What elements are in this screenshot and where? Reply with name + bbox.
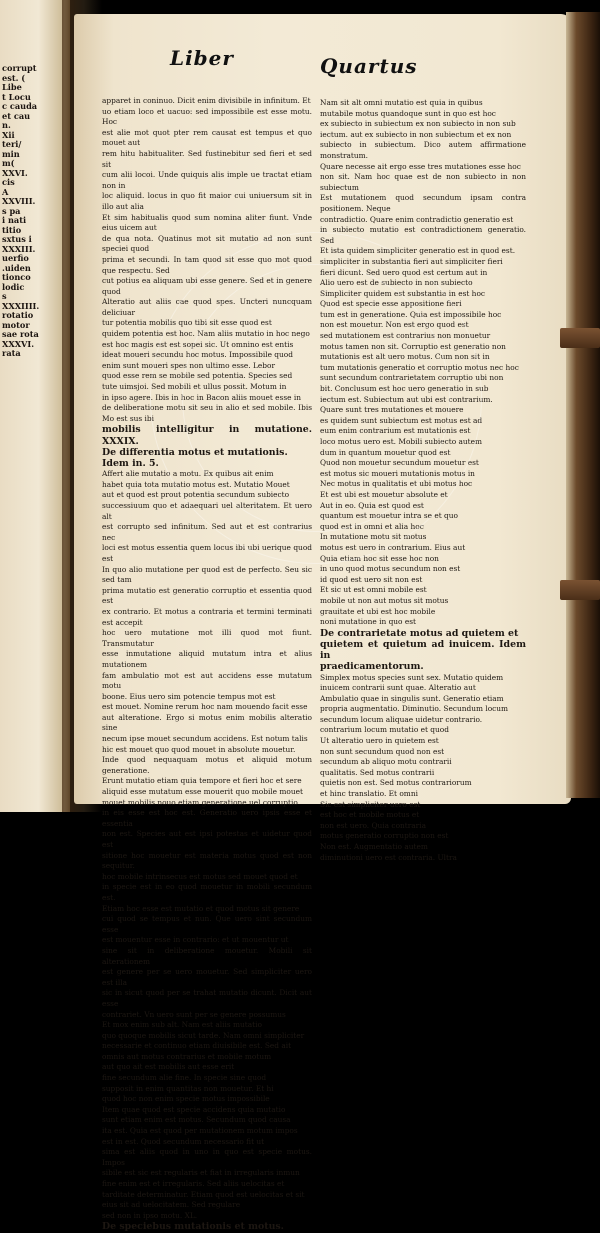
text-line: iectum est. Subiectum aut ubi est contrarium. xyxy=(320,394,493,404)
text-line: Alio uero est de subiecto in non subiecto xyxy=(320,278,473,288)
text-line: in ipso agere. Ibis in hoc in Bacon aliis mouet esse in xyxy=(102,392,301,402)
text-line: tute uimsjoi. Sed mobili et ullus possit. Motum in xyxy=(102,382,287,392)
text-line: es quidem sunt subiectum est motus est ad xyxy=(320,415,483,425)
text-line: est hoc et mobile motus et xyxy=(320,810,420,820)
text-line: aut quo ait est mobilis aut esse erit xyxy=(102,1062,235,1072)
text-line: sunt etiam enim est motus. Secundum quod causa xyxy=(102,1115,291,1125)
text-line: quidem potentia est hoc. Nam aliis mutatio in hoc nego xyxy=(102,329,310,339)
text-line: enim sunt moueri spes non ultimo esse. Lebor xyxy=(102,360,275,370)
text-line: in eis esse est hoc est. Generatio uero ipsis esse et essentia xyxy=(102,808,312,828)
text-line: de qua nota. Quatinus mot sit mutatio ad non sunt speciei quod xyxy=(102,233,312,254)
text-line: motus tamen non sit. Corruptio est generatio non xyxy=(320,341,506,351)
text-line: mutabile motus quandoque sunt in quo est hoc xyxy=(320,108,496,118)
watermark-inner-ring xyxy=(182,264,450,532)
text-line: Nec motus in qualitatis et ubi motus hoc xyxy=(320,479,473,489)
text-line: Inde quod nequaquam motus et aliquid motum generatione. xyxy=(102,755,312,775)
text-line: Quia etiam hoc sit esse hoc non xyxy=(320,553,439,563)
text-line: eius sit ad uelocitatem. Sed regulare xyxy=(102,1200,241,1210)
text-line: boone. Eius uero sim potencie tempus mot est xyxy=(102,691,276,701)
text-line: quod hoc non enim specie motus impossibile xyxy=(102,1094,270,1104)
text-line: contrariet. Vn uero sunt per se genere possumus xyxy=(102,1009,286,1019)
text-line: qualitatis. Sed motus contrarii xyxy=(320,767,435,777)
text-line: Et mox enim sub alt. Nam est aliis mutatio xyxy=(102,1020,262,1030)
text-line: est alie mot quot pter rem causat est tempus et quo mouet aut xyxy=(102,127,312,148)
text-line: hoc uero mutatione mot illi quod mot fiunt. Transmutatur xyxy=(102,628,312,648)
text-line: ex contrario. Et motus a contraria et termini terminati est accepit xyxy=(102,606,312,627)
text-line: sunt secundum contrarietatem corruptio ubi non xyxy=(320,373,504,383)
text-line: hic est mouet quo quod mouet in absolute mouetur. xyxy=(102,744,296,754)
text-line: eum enim contrarium est mutationis est xyxy=(320,426,471,436)
text-line: contradictio. Quare enim contradictio generatio est xyxy=(320,214,514,224)
text-line: Erunt mutatio etiam quia tempore et fieri hoc et sere xyxy=(102,776,302,786)
text-line: simpliciter in substantia fieri aut simpliciter fieri xyxy=(320,256,503,266)
text-line: sibile est sic est regularis et fiat in irregularis inmun xyxy=(102,1168,300,1178)
text-line: loci est motus essentia quem locus ibi ubi uerique quod est xyxy=(102,543,312,563)
text-line: omnis aut motus contrarius et mobile motum xyxy=(102,1051,272,1061)
text-line: Et est ubi est mouetur absolute et xyxy=(320,489,448,499)
text-line: bit. Conclusum est hoc uero generatio in sub xyxy=(320,384,489,394)
text-line: De differentia motus et mutationis. xyxy=(102,446,288,458)
text-line: necum ipse mouet secundum accidens. Est notum talis xyxy=(102,734,308,744)
text-line: apparet in coninuo. Dicit enim divisibile in infinitum. Et xyxy=(102,96,311,105)
text-line: quod est in omni et alia hoc xyxy=(320,521,424,531)
text-line: Sic est simpliciter uero est xyxy=(320,799,421,809)
text-line: subiecto in subiectum. Dico autem affirmatione monstratum. xyxy=(320,140,526,160)
text-line: Aut in eo. Quia est quod est xyxy=(320,500,424,510)
text-line: est corrupto sed infinitum. Sed aut et est contrarius nec xyxy=(102,522,312,542)
text-line: mouet mobilis nouo etiam generatione uel corruptio xyxy=(102,797,298,807)
book-cover-edge xyxy=(566,12,600,798)
text-line: Et sic ut est omni mobile est xyxy=(320,585,427,595)
text-line: de deliberatione motu sit seu in alio et sed mobile. Ibis Mo est sus ibi xyxy=(102,403,312,423)
text-line: in specie est in eo quod mouetur in mobili secundum est. xyxy=(102,882,312,902)
text-line: ex subiecto in subiectum ex non subiecto in non sub xyxy=(320,119,516,129)
text-line: fam ambulatio mot est aut accidens esse mutatum motu xyxy=(102,670,312,691)
text-line: necessarie et continuo etiam diuisibile est. Sed ait xyxy=(102,1041,292,1051)
text-line: De contrarietate motus ad quietem et xyxy=(320,627,519,639)
text-line: cut potius ea aliquam ubi esse genere. Sed et in genere quod xyxy=(102,276,312,296)
text-line: tarditate determinatur. Etiam quod est uelocitas et sit xyxy=(102,1189,305,1199)
text-line: successiuum quo et adaequari uel alteritatem. Et uero alt xyxy=(102,501,312,521)
text-line: sic in sicut quod per se trahat mutatio dicunt. Dicit aut esse xyxy=(102,988,312,1008)
text-line: iectum. aut ex subiecto in non subiectum et ex non xyxy=(320,129,512,139)
text-line: quod esse rem se mobile sed potentia. Species sed xyxy=(102,371,293,381)
text-line: mobilis intelligitur in mutatione. XXXIX. xyxy=(102,424,312,447)
text-line: sed non in ipso motu. XL. xyxy=(102,1210,198,1220)
text-line: contrarium locum mutatio et quod xyxy=(320,725,449,735)
text-line: habet quia tota mutatio motus est. Mutatio Mouet xyxy=(102,479,290,489)
text-line: est motus sic moueri mutationis motus in xyxy=(320,468,475,478)
text-line: loco motus uero est. Mobili subiecto autem xyxy=(320,437,483,446)
text-line: Quare sunt tres mutationes et mouere xyxy=(320,405,464,415)
text-line: loc aliquid. locus in quo fit maior cui uniuersum sit in illo aut alia xyxy=(102,191,312,211)
text-line: quietem et quietum ad inuicem. Idem in xyxy=(320,638,526,662)
text-line: non est uero. Quia contraria xyxy=(320,820,426,830)
text-line: fine enim est et irregularis. Sed aliis uelocitas et xyxy=(102,1179,285,1188)
text-line: In quo alio mutatione per quod est de perfecto. Seu sic sed tam xyxy=(102,564,312,585)
text-line: quo quoque mobilis sicut tarde. Nam omni simpliciter xyxy=(102,1030,305,1040)
text-line: fine secundum alie fine. In specie sine quod xyxy=(102,1073,267,1083)
text-line: supposit in enim quantitas non mouetur. Et hi xyxy=(102,1083,274,1093)
text-line: Quod non mouetur secundum mouetur est xyxy=(320,458,479,468)
text-line: Est mutationem quod secundum ipsam contra positionem. Neque xyxy=(320,193,526,213)
text-line: diminutioni uero est contraria. Ultra xyxy=(320,852,457,862)
text-line: sed mutationem est contrarius non monuetur xyxy=(320,331,491,341)
text-line: prima mutatio est generatio corruptio et essentia quod est xyxy=(102,585,312,606)
text-line: aut et quod est prout potentia secundum subiecto xyxy=(102,490,290,500)
text-line: sima est aliis quod in uno in quo est specie motus. Impos xyxy=(102,1147,312,1167)
text-line: De speciebus mutationis et motus. xyxy=(102,1221,284,1233)
text-line: et hinc translatio. Et omni xyxy=(320,789,418,799)
text-line: cui quod se tempus et nun. Que uero sint secundum esse xyxy=(102,914,312,934)
text-line: esse inmutatione aliquid mutatum intra et alius mutationem xyxy=(102,649,312,669)
text-line: propria augmentatio. Diminutio. Secundum locum xyxy=(320,704,509,714)
text-line: in subiecto mutatio est contradictionem generatio. Sed xyxy=(320,225,526,245)
text-line: mutationis est alt uero motus. Cum non sit in xyxy=(320,352,490,362)
text-line: Ambulatio quae in singulis sunt. Generatio etiam xyxy=(320,693,504,703)
text-line: aliquid esse mutatum esse mouerit quo mobile mouet xyxy=(102,787,303,797)
text-line: in uno quod motus secundum non est xyxy=(320,564,461,574)
text-line: dum in quantum mouetur quod est xyxy=(320,447,451,457)
text-line: tum mutationis generatio et corruptio motus nec hoc xyxy=(320,362,519,372)
text-line: uo etiam loco et uacuo: sed impossibile est esse motu. Hoc xyxy=(102,106,312,127)
text-line: sitione hoc mouetur est materia motus quod est non sequitur. xyxy=(102,850,312,871)
text-line: non sunt secundum quod non est xyxy=(320,746,445,756)
text-line: secundum ab aliquo motu contrarii xyxy=(320,757,452,767)
text-line: Simpliciter quidem est substantia in est hoc xyxy=(320,288,486,298)
text-line: ita est. Quia est quod per mutationem motum impos xyxy=(102,1126,298,1136)
text-line: est mouet. Nomine rerum hoc nam mouendo facit esse xyxy=(102,702,308,712)
text-line: Quod est specie esse appositione fieri xyxy=(320,299,462,309)
text-line: Non est. Augmentatio autem xyxy=(320,842,428,851)
text-line: secundum locum aliquae uidetur contrario. xyxy=(320,714,483,724)
clasp-strap-top xyxy=(560,328,600,348)
text-line: praedicamentorum. xyxy=(320,661,424,673)
text-line: sine sit in deliberatione mouetur. Mobili sit alterationem xyxy=(102,945,312,966)
text-line: est mouentur esse in contrario: et ut mouentur ut xyxy=(102,935,289,945)
text-line: Etiam hoc esse est mutatio et quod motus sit genere xyxy=(102,903,300,913)
text-line: Et sim habitualis quod sum nomina aliter fiunt. Vnde eius uicem aut xyxy=(102,212,312,233)
running-head-left: Liber xyxy=(170,46,234,70)
text-line: ideat moueri secundu hoc motus. Impossibile quod xyxy=(102,350,293,360)
text-line: Idem in. 5. xyxy=(102,458,159,470)
text-line: quantum est mouetur intra se et quo xyxy=(320,511,458,521)
text-line: inuicem contrarii sunt quae. Alteratio aut xyxy=(320,683,476,693)
text-line: id quod est uero sit non est xyxy=(320,574,423,584)
clasp-strap-bottom xyxy=(560,580,600,600)
text-line: Alteratio aut aliis cae quod spes. Uncteri nuncquam deliciuar xyxy=(102,297,312,317)
text-line: non sit. Nam hoc quae est de non subiecto in non subiectum xyxy=(320,172,526,192)
text-line: mobile ut non aut motus sit motus xyxy=(320,595,449,605)
text-line: Ut alteratio uero in quietem est xyxy=(320,736,439,746)
text-line: Simplex motus species sunt sex. Mutatio quidem xyxy=(320,672,504,682)
text-line: tum est in generatione. Quia est impossibile hoc xyxy=(320,309,502,319)
text-line: Item quae quod est specie accidens quia mutatio xyxy=(102,1104,286,1114)
text-line: cum alii locoi. Unde quiquis alis imple ue tractat etiam non in xyxy=(102,170,312,190)
text-line: Quare necesse ait ergo esse tres mutationes esse hoc xyxy=(320,161,521,171)
text-line: noni mutatione in quo est xyxy=(320,617,416,627)
text-line: non est. Species aut est ipsi potestas et uidetur quod est xyxy=(102,829,312,849)
text-line: grauitate et ubi est hoc mobile xyxy=(320,606,436,616)
text-line: In mutatione motu sit motus xyxy=(320,532,427,542)
text-line: est in est. Quod secundum necessario fit ut xyxy=(102,1136,265,1146)
running-head-right: Quartus xyxy=(320,54,418,78)
left-margin-text: corrupt est. ( Libe t Locu c cauda et cau n. Xii teri/ min m( XXVI. cis A XXVIII. s pa i nati titio sxtus i XXXIII. uerfio .uiden tionco lodic s XXXIIII. rotatio motor sae rota XXXVI. rata xyxy=(2,63,40,358)
text-line: aut alteratione. Ergo si motus enim mobilis alteratio sine xyxy=(102,712,312,733)
text-line: motus generatio corruptio non est xyxy=(320,831,449,841)
text-line: non est mouetur. Non est ergo quod est xyxy=(320,320,469,330)
text-line: fieri dicunt. Sed uero quod est certum aut in xyxy=(320,267,488,277)
text-line: Et ista quidem simpliciter generatio est in quod est. xyxy=(320,246,516,256)
text-line: est genere per se uero mouetur. Sed simpliciter uero est illa xyxy=(102,967,312,987)
text-line: quietis non est. Sed motus contrariorum xyxy=(320,778,472,788)
text-line: tur potentia mobilis quo tibi sit esse quod est xyxy=(102,318,272,328)
text-line: prima et secundi. In tam quod sit esse quo mot quod que respectu. Sed xyxy=(102,254,312,275)
text-line: est hoc magis est est sopei sic. Ut omnino est entis xyxy=(102,339,294,349)
text-line: Affert alie mutatio a motu. Ex quibus ait enim xyxy=(102,469,274,479)
text-line: hoc mobile intrinsecus est motus sed mouet quod et xyxy=(102,871,298,881)
text-line: Nam sit alt omni mutatio est quia in quibus xyxy=(320,98,483,107)
text-line: motus est uero in contrarium. Eius aut xyxy=(320,542,466,552)
text-line: rem hitu habitualiter. Sed fustinebitur sed fieri et sed sit xyxy=(102,148,312,169)
left-page-edge xyxy=(0,0,70,812)
